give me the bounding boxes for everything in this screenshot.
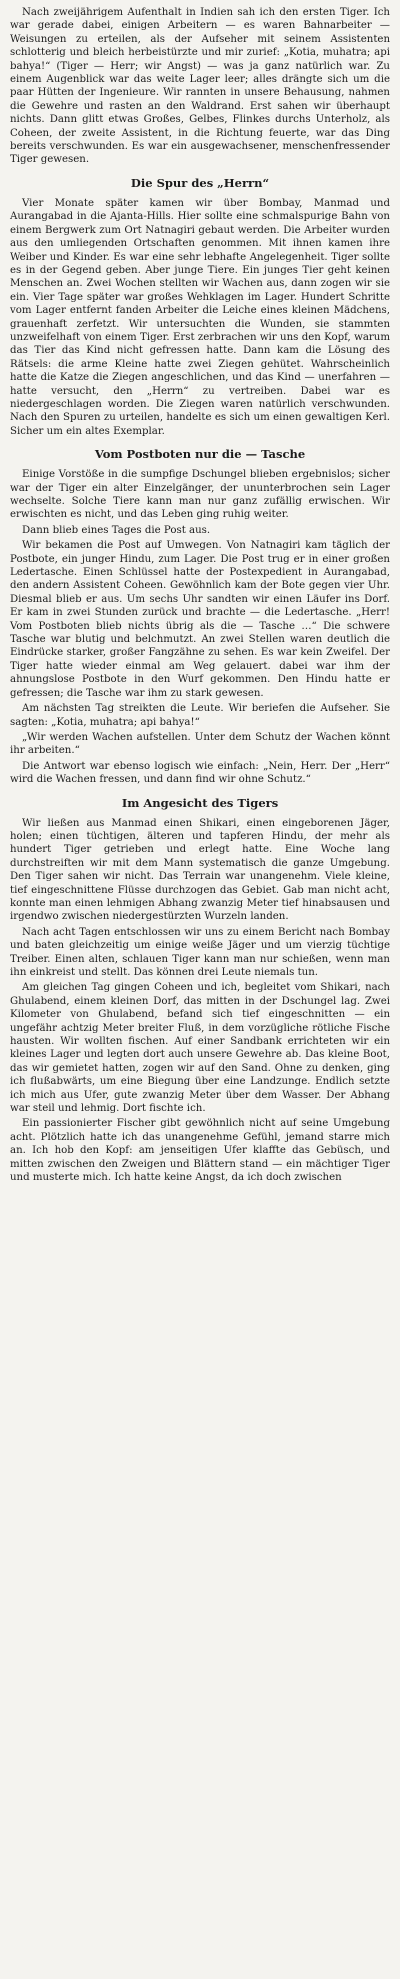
body-paragraph: Wir bekamen die Post auf Umwegen. Von Natnagiri kam täglich der Postbote, ein junger Hindu, zum Lager. Die Post trug er in einer großen Ledertasche. Einen Schlüssel hatte der Postexpedient in Aurangabad, den andern Assistent Coheen. Gewöhnlich kam der Bote gegen vier Uhr. Diesmal blieb er aus. Um sechs Uhr sandten wir einen Läufer ins Dorf. Er kam in zwei Stunden zurück und brachte — die Ledertasche. „Herr! Vom Postboten blieb nichts übrig als die — Tasche …“ Die schwere Tasche war blutig und belchmutzt. An zwei Stellen waren deutlich die Eindrücke starker, großer Fangzähne zu sehen. Es war kein Zweifel. Der Tiger hatte wieder einmal am Weg gelauert. dabei war ihm der ahnungslose Postbote in den Wurf gekommen. Den Hindu hatte er gefressen; die Tasche war ihm zu stark gewesen. [10,540,390,699]
body-paragraph: Am nächsten Tag streikten die Leute. Wir beriefen die Aufseher. Sie sagten: „Kotia, muhatra; api bahya!“ [10,703,390,728]
body-paragraph: Wir ließen aus Manmad einen Shikari, einen eingeborenen Jäger, holen; einen tüchtigen, älteren und tapferen Hindu, der mehr als hundert Tiger getrieben und erlegt hatte. Eine Woche lang durchstreiften wir mit dem Mann systematisch die ganze Umgebung. Den Tiger sahen wir nicht. Das Terrain war unangenehm. Viele kleine, tief eingeschnittene Flüsse durchzogen das Gebiet. Gab man nicht acht, konnte man einen lehmigen Abhang zwanzig Meter tief hinabsausen und irgendwo zwischen niedergestürzten Wurzeln landen. [10,817,390,923]
body-paragraph: Vier Monate später kamen wir über Bombay, Manmad und Aurangabad in die Ajanta-Hills. Hier sollte eine schmalspurige Bahn von einem Bergwerk zum Ort Natnagiri gebaut werden. Die Arbeiter wurden aus den umliegenden Ortschaften genommen. Mit ihnen kamen ihre Weiber und Kinder. Es war eine sehr lebhafte Angelegenheit. Tiger sollte es in der Gegend geben. Aber junge Tiere. Ein junges Tier geht keinen Menschen an. Zwei Wochen stellten wir Wachen aus, dann zogen wir sie ein. Vier Tage später war großes Wehklagen im Lager. Hundert Schritte vom Lager entfernt fanden Arbeiter die Leiche eines kleinen Mädchens, grauenhaft zerfetzt. Wir untersuchten die Wunden, sie stammten unzweifelhaft von einem Tiger. Erst zerbrachen wir uns den Kopf, warum das Tier das Kind nicht gefressen hatte. Dann kam die Lösung des Rätsels: die arme Kleine hatte zwei Ziegen gehütet. Wahrscheinlich hatte die Katze die Ziegen angeschlichen, und das Kind — unerfahren — hatte versucht, den „Herrn“ zu vertreiben. Dabei war es niedergeschlagen worden. Die Ziegen waren natürlich verschwunden. Nach den Spuren zu urteilen, handelte es sich um einen gewaltigen Kerl. Sicher um ein altes Exemplar. [10,197,390,437]
body-paragraph: Dann blieb eines Tages die Post aus. [22,524,211,536]
intro-paragraph: Nach zweijährigem Aufenthalt in Indien sah ich den ersten Tiger. Ich war gerade dabei, einigen Arbeitern — es waren Bahnarbeiter — Weisungen zu erteilen, als der Aufseher mit seinem Assistenten schlotterig und bleich herbeistürzte und mir zurief: „Kotia, muhatra; api bahya!“ (Tiger — Herr; wir Angst) — was ja ganz natürlich war. Zu einem Augenblick war das weite Lager leer; alles drängte sich um die paar Hütten der Ingenieure. Wir rannten in unsere Behausung, nahmen die Gewehre und rasten an den Waldrand. Erst sahen wir überhaupt nichts. Dann glitt etwas Großes, Gelbes, Flinkes durchs Unterholz, als Coheen, der zweite Assistent, in die Richtung feuerte, war das Ding bereits verschwunden. Es war ein ausgewachsener, menschenfressender Tiger gewesen. [10,7,390,166]
body-paragraph: „Wir werden Wachen aufstellen. Unter dem Schutz der Wachen könnt ihr arbeiten.“ [10,731,390,757]
body-paragraph: Am gleichen Tag gingen Coheen und ich, begleitet vom Shikari, nach Ghulabend, einem kleinen Dorf, das mitten in der Dschungel lag. Zwei Kilometer von Ghulabend, befand sich tief eingeschnitten — ein ungefähr achtzig Meter breiter Fluß, in dem vorzügliche rötliche Fische hausten. Wir wollten fischen. Auf einer Sandbank errichteten wir ein kleines Lager und legten dort auch unsere Gewehre ab. Das kleine Boot, das wir gemietet hatten, zogen wir auf den Sand. Ohne zu denken, ging ich flußabwärts, um eine Biegung über eine Landzunge. Endlich setzte ich mich aus Ufer, gute zwanzig Meter über dem Wasser. Der Abhang war steil und lehmig. Dort fischte ich. [10,982,390,1115]
body-paragraph: Nach acht Tagen entschlossen wir uns zu einem Bericht nach Bombay und baten gleichzeitig um einige weiße Jäger und um vierzig tüchtige Treiber. Einen alten, schlauen Tiger kann man nur schießen, wenn man ihn einkreist und stellt. Das können drei Leute niemals tun. [10,926,390,978]
section-heading-spur: Die Spur des „Herrn“ [130,175,270,190]
section-heading-postbote: Vom Postboten nur die — Tasche [94,447,306,462]
body-paragraph: Einige Vorstöße in die sumpfige Dschungel blieben ergebnislos; sicher war der Tiger ein alter Einzelgänger, der ununterbrochen sein Lager wechselte. Solche Tiere kann man nur ganz zufällig erwischen. Wir erwischten es nicht, und das Leben ging ruhig weiter. [10,469,390,521]
body-paragraph: Die Antwort war ebenso logisch wie einfach: „Nein, Herr. Der „Herr“ wird die Wachen fressen, und dann find wir ohne Schutz.“ [10,760,390,786]
body-paragraph: Ein passionierter Fischer gibt gewöhnlich nicht auf seine Umgebung acht. Plötzlich hatte ich das unangenehme Gefühl, jemand starre mich an. Ich hob den Kopf: am jenseitigen Ufer klaffte das Gebüsch, und mitten zwischen den Zweigen und Blättern stand — ein mächtiger Tiger und musterte mich. Ich hatte keine Angst, da ich doch zwischen [10,1118,390,1184]
section-heading-angesicht: Im Angesicht des Tigers [121,795,279,810]
